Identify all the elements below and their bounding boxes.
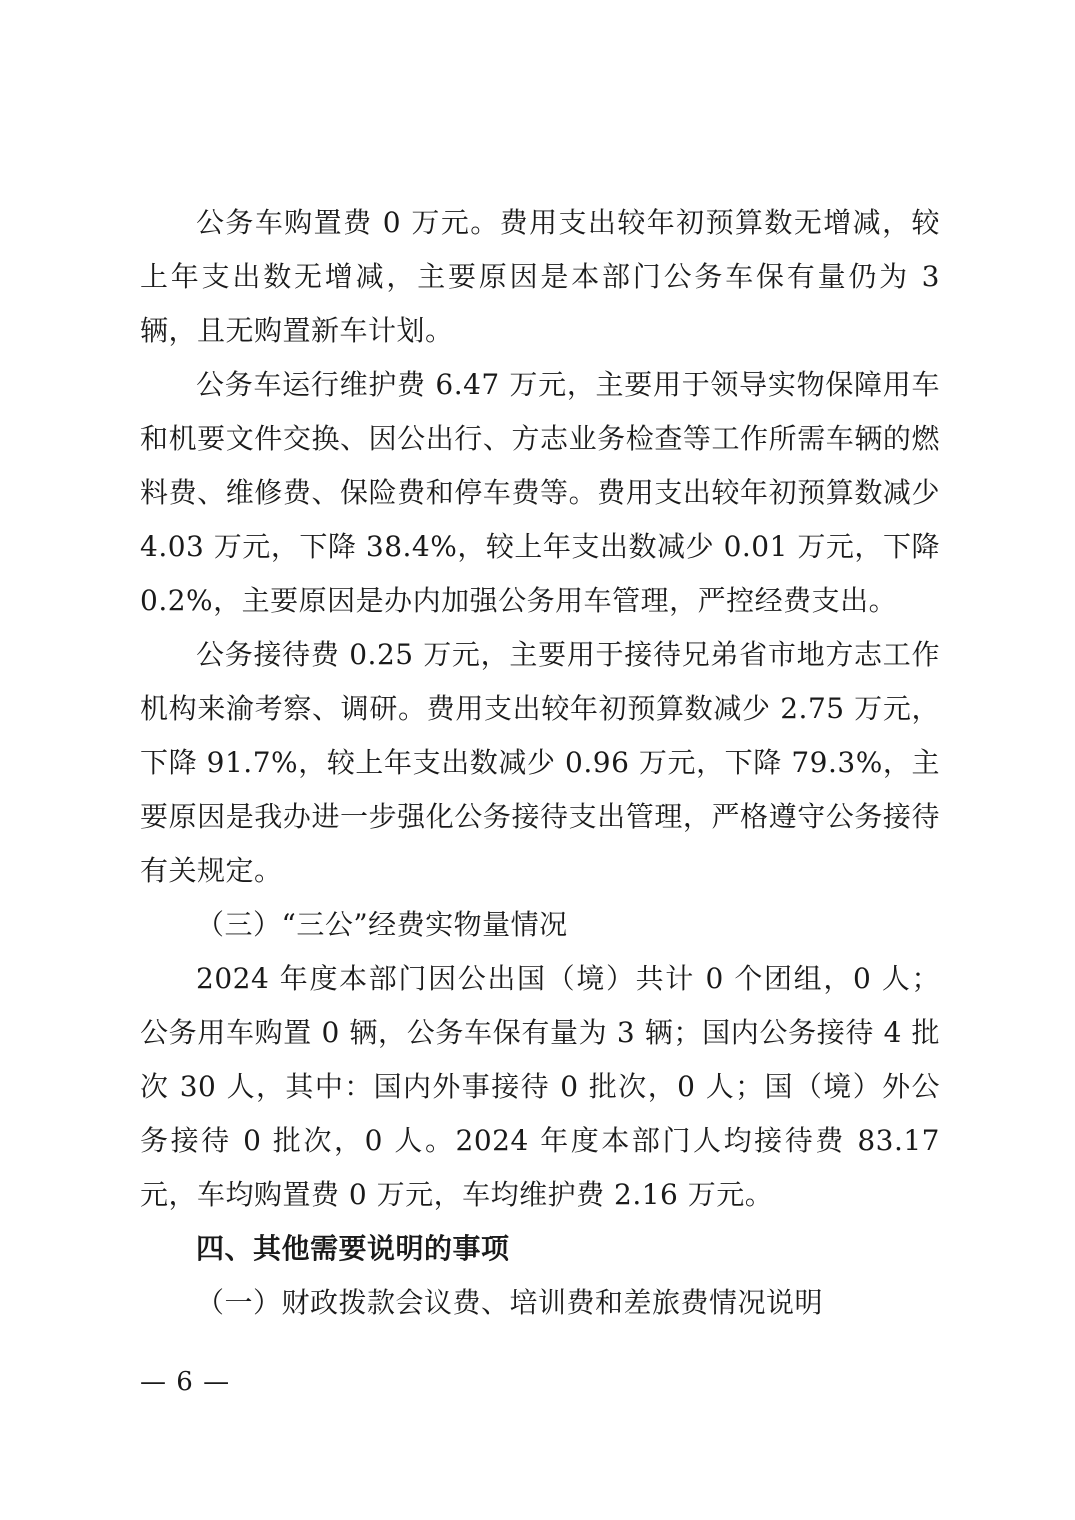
page-number: — 6 — bbox=[140, 1367, 231, 1397]
subheading-physical-quantity: （三）“三公”经费实物量情况 bbox=[196, 908, 568, 941]
paragraph-vehicle-maintenance: 公务车运行维护费 6.47 万元，主要用于领导实物保障用车和机要文件交换、因公出行、方志业务检查等工作所需车辆的燃料费、维修费、保险费和停车费等。费用支出较年初预算数减少 4.03 万元，下降 38.4%，较上年支出数减少 0.01 万元，下降 0.2%，主要原因是办内加强公务用车管理，严控经费支出。 bbox=[140, 368, 940, 617]
document-body bbox=[140, 196, 940, 1330]
subheading-meeting-training-travel: （一）财政拨款会议费、培训费和差旅费情况说明 bbox=[196, 1286, 824, 1319]
paragraph-vehicle-purchase: 公务车购置费 0 万元。费用支出较年初预算数无增减，较上年支出数无增减，主要原因是本部门公务车保有量仍为 3 辆，且无购置新车计划。 bbox=[140, 206, 940, 347]
paragraph-physical-quantity: 2024 年度本部门因公出国（境）共计 0 个团组，0 人；公务用车购置 0 辆，公务车保有量为 3 辆；国内公务接待 4 批次 30 人，其中：国内外事接待 0 批次，0 人；国（境）外公务接待 0 批次，0 人。2024 年度本部门人均接待费 83.17 元，车均购置费 0 万元，车均维护费 2.16 万元。 bbox=[140, 962, 940, 1211]
section-heading-other-matters: 四、其他需要说明的事项 bbox=[196, 1232, 510, 1265]
paragraph-reception: 公务接待费 0.25 万元，主要用于接待兄弟省市地方志工作机构来渝考察、调研。费用支出较年初预算数减少 2.75 万元，下降 91.7%，较上年支出数减少 0.96 万元，下降 79.3%，主要原因是我办进一步强化公务接待支出管理，严格遵守公务接待有关规定。 bbox=[140, 638, 940, 887]
